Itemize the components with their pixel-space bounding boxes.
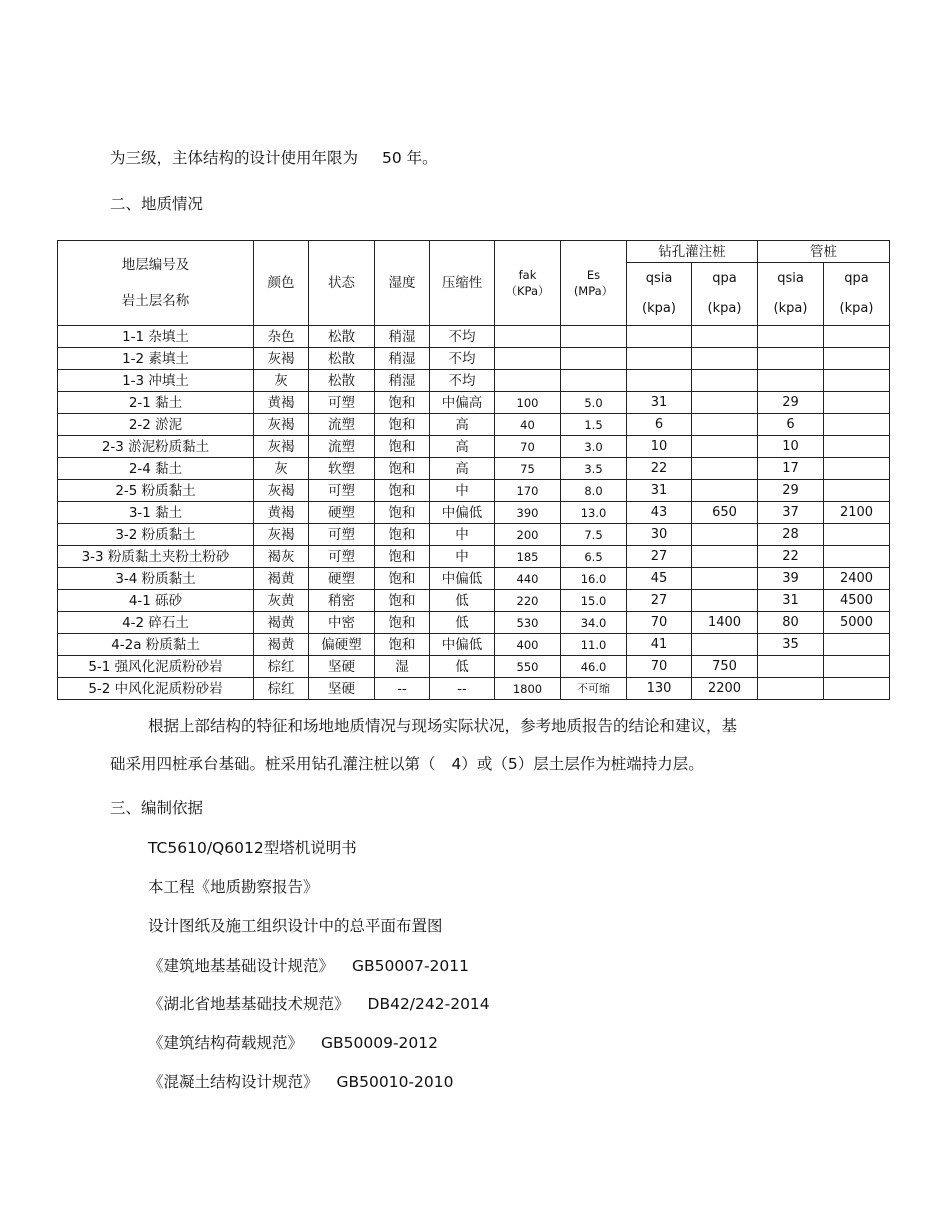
section-title-basis: 三、编制依据 xyxy=(110,799,204,817)
table-row xyxy=(58,326,890,348)
cell-es: 6.5 xyxy=(561,546,627,568)
cell-bored-qpa xyxy=(692,326,758,348)
cell-es: 不可缩 xyxy=(561,678,627,700)
cell-humidity: 饱和 xyxy=(375,480,430,502)
cell-humidity: 饱和 xyxy=(375,414,430,436)
cell-compressibility: 不均 xyxy=(430,370,495,392)
cell-state: 硬塑 xyxy=(309,568,375,590)
cell-layer: 2-1 黏土 xyxy=(58,392,254,414)
conclusion-line-2 xyxy=(110,754,704,774)
geology-table xyxy=(57,240,890,700)
cell-pipe-qpa xyxy=(824,634,890,656)
basis-item xyxy=(148,994,490,1014)
cell-humidity: 饱和 xyxy=(375,634,430,656)
cell-layer: 4-2 碎石土 xyxy=(58,612,254,634)
cell-pipe-qpa xyxy=(824,436,890,458)
basis-item-title: 本工程《地质勘察报告》 xyxy=(148,878,319,896)
cell-pipe-qsia: 22 xyxy=(758,546,824,568)
basis-item-title: 《湖北省地基基础技术规范》 xyxy=(148,995,350,1013)
cell-bored-qpa xyxy=(692,414,758,436)
cell-color: 灰褐 xyxy=(254,480,309,502)
cell-color: 棕红 xyxy=(254,678,309,700)
cell-pipe-qsia xyxy=(758,348,824,370)
cell-fak: 220 xyxy=(495,590,561,612)
cell-layer: 3-4 粉质黏土 xyxy=(58,568,254,590)
cell-pipe-qsia: 28 xyxy=(758,524,824,546)
cell-pipe-qsia: 17 xyxy=(758,458,824,480)
cell-layer: 5-2 中风化泥质粉砂岩 xyxy=(58,678,254,700)
cell-compressibility: 中 xyxy=(430,480,495,502)
cell-pipe-qsia: 31 xyxy=(758,590,824,612)
header-humidity: 湿度 xyxy=(375,241,430,326)
cell-pipe-qpa xyxy=(824,348,890,370)
table-row xyxy=(58,436,890,458)
header-bored-qpa-label: qpa xyxy=(712,271,737,286)
cell-bored-qpa xyxy=(692,436,758,458)
basis-item xyxy=(148,1033,438,1053)
cell-pipe-qsia: 35 xyxy=(758,634,824,656)
cell-layer: 2-5 粉质黏土 xyxy=(58,480,254,502)
cell-bored-qsia: 41 xyxy=(627,634,692,656)
intro-years: 50 年。 xyxy=(382,149,438,167)
header-bored-qsia-unit: (kpa) xyxy=(642,301,676,316)
cell-fak: 390 xyxy=(495,502,561,524)
header-compress: 压缩性 xyxy=(430,241,495,326)
cell-color: 棕红 xyxy=(254,656,309,678)
cell-pipe-qpa xyxy=(824,546,890,568)
cell-pipe-qpa xyxy=(824,524,890,546)
table-row xyxy=(58,370,890,392)
cell-es: 11.0 xyxy=(561,634,627,656)
cell-bored-qpa xyxy=(692,392,758,414)
section-title-geology: 二、地质情况 xyxy=(110,195,204,213)
cell-compressibility: 高 xyxy=(430,458,495,480)
cell-pipe-qpa xyxy=(824,458,890,480)
cell-state: 流塑 xyxy=(309,414,375,436)
cell-state: 可塑 xyxy=(309,546,375,568)
cell-humidity: 饱和 xyxy=(375,590,430,612)
cell-es: 3.5 xyxy=(561,458,627,480)
cell-pipe-qpa xyxy=(824,392,890,414)
cell-fak: 400 xyxy=(495,634,561,656)
cell-color: 褐黄 xyxy=(254,612,309,634)
cell-fak: 550 xyxy=(495,656,561,678)
cell-compressibility: 中偏低 xyxy=(430,568,495,590)
cell-layer: 1-1 杂填土 xyxy=(58,326,254,348)
cell-humidity: 稍湿 xyxy=(375,326,430,348)
table-row xyxy=(58,502,890,524)
cell-pipe-qpa xyxy=(824,370,890,392)
basis-item xyxy=(148,838,357,858)
cell-fak: 100 xyxy=(495,392,561,414)
cell-bored-qpa xyxy=(692,480,758,502)
cell-state: 可塑 xyxy=(309,392,375,414)
cell-compressibility: 中偏低 xyxy=(430,634,495,656)
table-row xyxy=(58,480,890,502)
cell-color: 黄褐 xyxy=(254,502,309,524)
basis-item xyxy=(148,916,443,936)
basis-item-code: DB42/242-2014 xyxy=(367,995,490,1013)
cell-bored-qsia: 22 xyxy=(627,458,692,480)
cell-color: 褐黄 xyxy=(254,568,309,590)
conclusion-line-1: 根据上部结构的特征和场地地质情况与现场实际状况，参考地质报告的结论和建议，基 xyxy=(148,717,738,735)
cell-color: 杂色 xyxy=(254,326,309,348)
cell-layer: 4-2a 粉质黏土 xyxy=(58,634,254,656)
cell-pipe-qsia xyxy=(758,370,824,392)
cell-pipe-qpa: 5000 xyxy=(824,612,890,634)
cell-pipe-qsia: 10 xyxy=(758,436,824,458)
header-bored-qpa xyxy=(692,263,758,326)
cell-state: 坚硬 xyxy=(309,678,375,700)
cell-es: 34.0 xyxy=(561,612,627,634)
cell-bored-qsia xyxy=(627,326,692,348)
header-fak-unit: （KPa） xyxy=(505,284,550,298)
header-layer-line1: 地层编号及 xyxy=(121,257,190,273)
header-fak-label: fak xyxy=(518,268,537,282)
cell-pipe-qpa xyxy=(824,414,890,436)
header-pipe-qsia-label: qsia xyxy=(777,271,804,286)
cell-fak xyxy=(495,326,561,348)
cell-layer: 2-4 黏土 xyxy=(58,458,254,480)
cell-color: 灰 xyxy=(254,458,309,480)
cell-bored-qsia: 130 xyxy=(627,678,692,700)
cell-bored-qpa xyxy=(692,524,758,546)
cell-es: 1.5 xyxy=(561,414,627,436)
cell-humidity: -- xyxy=(375,678,430,700)
cell-compressibility: 低 xyxy=(430,590,495,612)
cell-bored-qpa xyxy=(692,370,758,392)
cell-layer: 2-3 淤泥粉质黏土 xyxy=(58,436,254,458)
cell-compressibility: 中偏高 xyxy=(430,392,495,414)
cell-pipe-qsia: 29 xyxy=(758,392,824,414)
cell-layer: 3-1 黏土 xyxy=(58,502,254,524)
header-pipe-qpa xyxy=(824,263,890,326)
table-row xyxy=(58,546,890,568)
cell-pipe-qpa xyxy=(824,656,890,678)
cell-bored-qpa: 650 xyxy=(692,502,758,524)
cell-compressibility: 高 xyxy=(430,414,495,436)
cell-bored-qsia: 43 xyxy=(627,502,692,524)
cell-fak: 530 xyxy=(495,612,561,634)
intro-text: 为三级，主体结构的设计使用年限为 xyxy=(110,149,359,167)
cell-state: 可塑 xyxy=(309,480,375,502)
cell-pipe-qsia: 29 xyxy=(758,480,824,502)
header-fak xyxy=(495,241,561,326)
cell-bored-qpa xyxy=(692,458,758,480)
cell-fak: 70 xyxy=(495,436,561,458)
basis-item-title: 《建筑结构荷载规范》 xyxy=(148,1034,304,1052)
table-row xyxy=(58,348,890,370)
table-row xyxy=(58,524,890,546)
basis-item xyxy=(148,1072,454,1092)
cell-es: 16.0 xyxy=(561,568,627,590)
cell-humidity: 稍湿 xyxy=(375,370,430,392)
cell-es: 15.0 xyxy=(561,590,627,612)
conclusion-line-2a: 础采用四桩承台基础。桩采用钻孔灌注桩以第（ xyxy=(110,755,436,773)
cell-bored-qsia: 27 xyxy=(627,590,692,612)
cell-es: 3.0 xyxy=(561,436,627,458)
cell-es xyxy=(561,370,627,392)
cell-bored-qsia: 31 xyxy=(627,480,692,502)
table-row xyxy=(58,656,890,678)
basis-item-code: GB50009-2012 xyxy=(321,1034,439,1052)
cell-bored-qsia xyxy=(627,370,692,392)
header-pipe-qsia-unit: (kpa) xyxy=(773,301,808,316)
basis-item-title: TC5610/Q6012型塔机说明书 xyxy=(148,839,357,857)
header-bored-qsia xyxy=(627,263,692,326)
cell-pipe-qsia xyxy=(758,326,824,348)
header-state: 状态 xyxy=(309,241,375,326)
cell-compressibility: 高 xyxy=(430,436,495,458)
intro-line xyxy=(110,148,438,168)
cell-bored-qsia: 31 xyxy=(627,392,692,414)
cell-pipe-qsia xyxy=(758,678,824,700)
cell-pipe-qpa: 4500 xyxy=(824,590,890,612)
cell-layer: 3-2 粉质黏土 xyxy=(58,524,254,546)
cell-bored-qpa xyxy=(692,634,758,656)
cell-pipe-qpa xyxy=(824,678,890,700)
cell-state: 稍密 xyxy=(309,590,375,612)
cell-bored-qsia: 6 xyxy=(627,414,692,436)
table-row xyxy=(58,678,890,700)
header-bored-qsia-label: qsia xyxy=(645,271,673,286)
table-row xyxy=(58,634,890,656)
cell-humidity: 稍湿 xyxy=(375,348,430,370)
cell-color: 灰褐 xyxy=(254,524,309,546)
cell-compressibility: 中 xyxy=(430,524,495,546)
table-row xyxy=(58,458,890,480)
cell-bored-qsia: 70 xyxy=(627,656,692,678)
cell-color: 灰褐 xyxy=(254,348,309,370)
cell-color: 灰褐 xyxy=(254,414,309,436)
basis-item xyxy=(148,877,319,897)
cell-bored-qpa xyxy=(692,348,758,370)
cell-fak: 40 xyxy=(495,414,561,436)
cell-bored-qpa xyxy=(692,590,758,612)
header-es-unit: (MPa） xyxy=(573,284,614,298)
cell-bored-qpa xyxy=(692,546,758,568)
cell-humidity: 饱和 xyxy=(375,546,430,568)
cell-es xyxy=(561,348,627,370)
cell-fak: 170 xyxy=(495,480,561,502)
cell-compressibility: 不均 xyxy=(430,348,495,370)
basis-item-code: GB50007-2011 xyxy=(352,957,470,975)
header-color: 颜色 xyxy=(254,241,309,326)
cell-es: 13.0 xyxy=(561,502,627,524)
cell-humidity: 湿 xyxy=(375,656,430,678)
header-layer-line2: 岩土层名称 xyxy=(121,293,190,309)
basis-item-title: 设计图纸及施工组织设计中的总平面布置图 xyxy=(148,917,443,935)
cell-bored-qsia: 30 xyxy=(627,524,692,546)
cell-bored-qsia: 45 xyxy=(627,568,692,590)
header-group-bored-pile: 钻孔灌注桩 xyxy=(627,241,758,263)
cell-compressibility: 低 xyxy=(430,656,495,678)
header-layer xyxy=(58,241,254,326)
cell-color: 褐黄 xyxy=(254,634,309,656)
cell-compressibility: 中 xyxy=(430,546,495,568)
cell-compressibility: 中偏低 xyxy=(430,502,495,524)
cell-layer: 4-1 砾砂 xyxy=(58,590,254,612)
basis-item xyxy=(148,956,469,976)
cell-state: 流塑 xyxy=(309,436,375,458)
cell-es: 7.5 xyxy=(561,524,627,546)
cell-humidity: 饱和 xyxy=(375,458,430,480)
header-pipe-qsia xyxy=(758,263,824,326)
cell-pipe-qsia: 39 xyxy=(758,568,824,590)
cell-state: 硬塑 xyxy=(309,502,375,524)
cell-state: 松散 xyxy=(309,370,375,392)
cell-pipe-qpa xyxy=(824,326,890,348)
cell-state: 偏硬塑 xyxy=(309,634,375,656)
cell-es: 46.0 xyxy=(561,656,627,678)
table-row xyxy=(58,392,890,414)
cell-pipe-qsia: 37 xyxy=(758,502,824,524)
cell-fak: 1800 xyxy=(495,678,561,700)
cell-layer: 2-2 淤泥 xyxy=(58,414,254,436)
conclusion-line-2b: 4）或（5）层土层作为桩端持力层。 xyxy=(451,755,704,773)
table-row xyxy=(58,612,890,634)
header-bored-qpa-unit: (kpa) xyxy=(707,301,742,316)
cell-fak xyxy=(495,370,561,392)
cell-fak: 440 xyxy=(495,568,561,590)
basis-item-code: GB50010-2010 xyxy=(336,1073,454,1091)
cell-es xyxy=(561,326,627,348)
table-row xyxy=(58,414,890,436)
cell-pipe-qpa xyxy=(824,480,890,502)
cell-state: 软塑 xyxy=(309,458,375,480)
cell-fak: 75 xyxy=(495,458,561,480)
basis-item-title: 《混凝土结构设计规范》 xyxy=(148,1073,319,1091)
cell-state: 中密 xyxy=(309,612,375,634)
cell-humidity: 饱和 xyxy=(375,392,430,414)
cell-layer: 1-2 素填土 xyxy=(58,348,254,370)
cell-pipe-qpa: 2400 xyxy=(824,568,890,590)
table-row xyxy=(58,590,890,612)
cell-bored-qsia: 70 xyxy=(627,612,692,634)
cell-humidity: 饱和 xyxy=(375,502,430,524)
cell-es: 8.0 xyxy=(561,480,627,502)
cell-color: 灰黄 xyxy=(254,590,309,612)
header-es-label: Es xyxy=(586,268,601,282)
cell-compressibility: 低 xyxy=(430,612,495,634)
cell-bored-qpa: 1400 xyxy=(692,612,758,634)
cell-es: 5.0 xyxy=(561,392,627,414)
cell-compressibility: 不均 xyxy=(430,326,495,348)
header-es xyxy=(561,241,627,326)
cell-pipe-qpa: 2100 xyxy=(824,502,890,524)
cell-bored-qpa: 2200 xyxy=(692,678,758,700)
cell-layer: 5-1 强风化泥质粉砂岩 xyxy=(58,656,254,678)
header-pipe-qpa-label: qpa xyxy=(844,271,869,286)
cell-fak xyxy=(495,348,561,370)
table-body xyxy=(58,326,890,700)
cell-fak: 185 xyxy=(495,546,561,568)
cell-state: 松散 xyxy=(309,326,375,348)
cell-humidity: 饱和 xyxy=(375,524,430,546)
cell-color: 黄褐 xyxy=(254,392,309,414)
cell-state: 可塑 xyxy=(309,524,375,546)
cell-pipe-qsia xyxy=(758,656,824,678)
cell-color: 灰褐 xyxy=(254,436,309,458)
cell-compressibility: -- xyxy=(430,678,495,700)
cell-color: 灰 xyxy=(254,370,309,392)
cell-state: 坚硬 xyxy=(309,656,375,678)
cell-bored-qpa xyxy=(692,568,758,590)
header-group-pipe-pile: 管桩 xyxy=(758,241,890,263)
basis-item-title: 《建筑地基基础设计规范》 xyxy=(148,957,335,975)
cell-bored-qsia: 10 xyxy=(627,436,692,458)
cell-bored-qpa: 750 xyxy=(692,656,758,678)
cell-bored-qsia xyxy=(627,348,692,370)
table-header-row-1 xyxy=(58,241,890,263)
cell-humidity: 饱和 xyxy=(375,436,430,458)
header-pipe-qpa-unit: (kpa) xyxy=(839,301,874,316)
cell-humidity: 饱和 xyxy=(375,568,430,590)
cell-fak: 200 xyxy=(495,524,561,546)
cell-layer: 3-3 粉质黏土夹粉土粉砂 xyxy=(58,546,254,568)
table-row xyxy=(58,568,890,590)
cell-state: 松散 xyxy=(309,348,375,370)
cell-pipe-qsia: 6 xyxy=(758,414,824,436)
cell-layer: 1-3 冲填土 xyxy=(58,370,254,392)
cell-bored-qsia: 27 xyxy=(627,546,692,568)
cell-color: 褐灰 xyxy=(254,546,309,568)
cell-humidity: 饱和 xyxy=(375,612,430,634)
cell-pipe-qsia: 80 xyxy=(758,612,824,634)
